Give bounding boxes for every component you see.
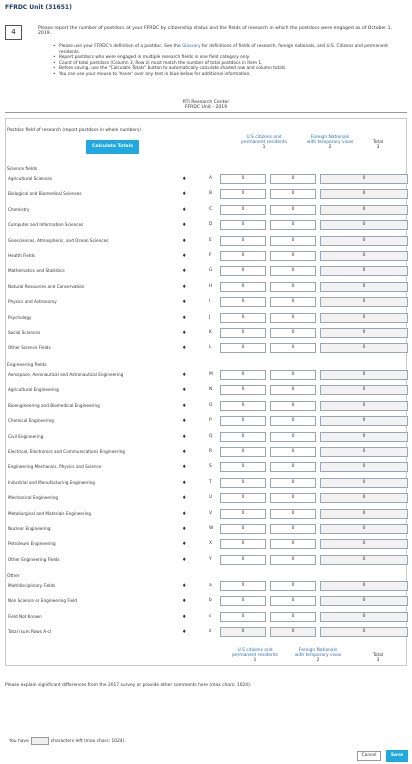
row-letter: K [209, 330, 212, 335]
row-label[interactable]: Electrical, Electronics and Communications Engineering [8, 449, 125, 454]
table-row [6, 189, 408, 201]
instruction-item: • You can use your mouse to 'hover' over any text in blue below for additional information. [53, 72, 403, 78]
total-cell: 0 [320, 524, 408, 534]
unit-title: FFRDC Unit (31651) [5, 4, 72, 11]
info-icon[interactable]: ♦ [182, 191, 187, 198]
table-row [6, 509, 408, 521]
info-icon[interactable]: ♦ [182, 299, 187, 306]
foreign-nationals-input[interactable]: 0 [270, 493, 316, 503]
row-label[interactable]: Geosciences, Atmospheric, and Ocean Sciences [8, 237, 109, 243]
info-icon[interactable]: ♦ [182, 402, 187, 409]
total-cell: 0 [320, 539, 408, 549]
table-row [6, 266, 408, 278]
table-row [6, 432, 408, 444]
row-letter: L [209, 345, 212, 351]
table-row [6, 627, 408, 639]
foreign-nationals-input[interactable]: 0 [270, 462, 316, 472]
row-letter: O [209, 402, 213, 408]
foreign-nationals-input[interactable]: 0 [270, 343, 316, 353]
comments-label: Please explain significant differences from the 2017 survey or provide other comments here (max chars: 1024). [5, 683, 252, 688]
table-row [6, 555, 408, 567]
table-row [6, 205, 408, 217]
us-citizens-input[interactable]: 0 [220, 370, 266, 380]
footer-header-foreign-nationals[interactable]: Foreign Nationals with temporary visas 2 [294, 648, 342, 664]
total-cell: 0 [320, 343, 408, 353]
postdoc-table [5, 118, 407, 666]
table-row [6, 524, 408, 536]
info-icon[interactable]: ♦ [182, 372, 187, 378]
foreign-nationals-input[interactable]: 0 [270, 251, 316, 261]
total-cell: 0 [320, 370, 408, 380]
info-icon[interactable]: ♦ [182, 314, 187, 321]
info-icon[interactable]: ♦ [182, 598, 187, 605]
info-icon[interactable]: ♦ [182, 495, 187, 502]
row-letter: F [209, 253, 212, 258]
info-icon[interactable]: ♦ [182, 345, 187, 352]
info-icon[interactable]: ♦ [182, 629, 187, 636]
instruction-item: • Before saving, use the "Calculate Totals" button to automatically calculate shaded row and column totals. [53, 66, 403, 72]
total-cell: 0 [320, 612, 408, 622]
us-citizens-input[interactable]: 0 [220, 282, 266, 292]
row-label[interactable]: Computer and Information Sciences [8, 222, 84, 228]
info-icon[interactable]: ♦ [182, 176, 187, 182]
row-label[interactable]: Industrial and Manufacturing Engineering [8, 479, 95, 485]
info-icon[interactable]: ♦ [182, 268, 187, 275]
cancel-button[interactable]: Cancel [357, 751, 381, 761]
table-row [6, 328, 408, 340]
table-row [6, 313, 408, 325]
total-cell: 0 [320, 493, 408, 503]
row-label[interactable]: Bioengineering and Biomedical Engineering [8, 402, 100, 408]
total-cell: 0 [320, 385, 408, 395]
us-citizens-input[interactable]: 0 [220, 493, 266, 503]
table-row [6, 596, 408, 608]
foreign-nationals-input[interactable]: 0 [270, 401, 316, 411]
row-label[interactable]: Chemistry [8, 206, 30, 212]
question-number: 4 [5, 25, 22, 40]
instruction-item: • Please use your FFRDC's definition of a postdoc. See the Glossary for definitions of fields of research, foreign nationals, and U.S. Citizens and permanent residents. [53, 44, 403, 55]
foreign-nationals-input[interactable]: 0 [270, 581, 316, 591]
row-label[interactable]: Biological and Biomedical Sciences [8, 191, 82, 197]
row-letter: a [209, 583, 212, 588]
us-citizens-input[interactable]: 0 [220, 432, 266, 442]
total-cell: 0 [320, 509, 408, 519]
row-label[interactable]: Multidisciplinary Fields [8, 583, 56, 588]
us-citizens-input[interactable]: 0 [220, 251, 266, 261]
us-citizens-input[interactable]: 0 [220, 189, 266, 199]
table-row [6, 236, 408, 248]
foreign-nationals-input[interactable]: 0 [270, 385, 316, 395]
table-row [6, 478, 408, 490]
total-cell: 0 [320, 401, 408, 411]
us-citizens-input[interactable]: 0 [220, 343, 266, 353]
row-letter: E [209, 237, 212, 243]
us-citizens-input[interactable]: 0 [220, 328, 266, 338]
table-row [6, 297, 408, 309]
us-citizens-input[interactable]: 0 [220, 555, 266, 565]
row-label[interactable]: Mechanical Engineering [8, 495, 59, 501]
us-citizens-input[interactable]: 0 [220, 401, 266, 411]
table-row [6, 251, 408, 263]
foreign-nationals-input: 0 [270, 627, 316, 637]
us-citizens-input[interactable]: 0 [220, 220, 266, 230]
total-cell: 0 [320, 251, 408, 261]
foreign-nationals-input[interactable]: 0 [270, 612, 316, 622]
org-header [0, 100, 412, 110]
row-letter: U [209, 495, 213, 501]
table-row [6, 612, 408, 624]
us-citizens-input[interactable]: 0 [220, 539, 266, 549]
us-citizens-input[interactable]: 0 [220, 313, 266, 323]
foreign-nationals-input[interactable]: 0 [270, 555, 316, 565]
table-row [6, 581, 408, 593]
total-cell: 0 [320, 189, 408, 199]
row-letter: I [209, 299, 211, 305]
us-citizens-input[interactable]: 0 [220, 205, 266, 215]
total-cell: 0 [320, 282, 408, 292]
row-letter: V [209, 510, 213, 516]
row-letter: A [209, 176, 213, 181]
foreign-nationals-input[interactable]: 0 [270, 539, 316, 549]
total-cell: 0 [320, 266, 408, 276]
us-citizens-input[interactable]: 0 [220, 236, 266, 246]
us-citizens-input[interactable]: 0 [220, 478, 266, 488]
info-icon[interactable]: ♦ [182, 206, 187, 213]
org-name: RTI Research Center [182, 100, 230, 105]
info-icon[interactable]: ♦ [182, 222, 187, 229]
total-cell: 0 [320, 236, 408, 246]
row-label[interactable]: Other Engineering Fields [8, 556, 60, 562]
foreign-nationals-input[interactable]: 0 [270, 416, 316, 426]
row-label[interactable]: Physics and Astronomy [8, 299, 57, 305]
us-citizens-input[interactable]: 0 [220, 297, 266, 307]
chars-left-count [31, 737, 49, 745]
row-label[interactable]: Mathematics and Statistics [8, 268, 65, 274]
row-label[interactable]: Engineering Mechanics, Physics and Science [8, 464, 102, 470]
section-heading: Science fields [7, 167, 38, 172]
info-icon[interactable]: ♦ [182, 583, 187, 589]
foreign-nationals-input[interactable]: 0 [270, 297, 316, 307]
foreign-nationals-input[interactable]: 0 [270, 432, 316, 442]
column-header-foreign-nationals[interactable]: Foreign Nationals with temporary visas 2 [306, 135, 354, 151]
row-letter: Y [209, 556, 212, 562]
foreign-nationals-input[interactable]: 0 [270, 478, 316, 488]
foreign-nationals-input[interactable]: 0 [270, 509, 316, 519]
row-label[interactable]: Nuclear Engineering [8, 526, 51, 531]
foreign-nationals-input[interactable]: 0 [270, 189, 316, 199]
footer-header-total: Total 3 [372, 653, 384, 664]
table-row [6, 401, 408, 413]
row-letter: R [209, 449, 213, 454]
info-icon[interactable]: ♦ [182, 387, 187, 394]
column-header-total: Total 3 [372, 140, 384, 151]
foreign-nationals-input[interactable]: 0 [270, 370, 316, 380]
info-icon[interactable]: ♦ [182, 433, 187, 440]
save-button[interactable]: Save [386, 750, 408, 762]
total-cell: 0 [320, 297, 408, 307]
row-label[interactable]: Non Science or Engineering Field [8, 598, 77, 604]
us-citizens-input: 0 [220, 627, 266, 637]
foreign-nationals-input[interactable]: 0 [270, 524, 316, 534]
us-citizens-input[interactable]: 0 [220, 174, 266, 184]
us-citizens-input[interactable]: 0 [220, 416, 266, 426]
row-label[interactable]: Other Science Fields [8, 345, 51, 351]
total-cell: 0 [320, 596, 408, 606]
us-citizens-input[interactable]: 0 [220, 612, 266, 622]
info-icon[interactable]: ♦ [182, 418, 187, 425]
total-cell: 0 [320, 174, 408, 184]
footer-header-us-citizens[interactable]: U.S citizens and permanent residents 1 [232, 648, 278, 664]
row-letter: z [209, 629, 212, 635]
foreign-nationals-input[interactable]: 0 [270, 328, 316, 338]
info-icon[interactable]: ♦ [182, 613, 187, 620]
info-icon[interactable]: ♦ [182, 556, 187, 563]
table-row [6, 539, 408, 551]
foreign-nationals-input[interactable]: 0 [270, 313, 316, 323]
total-cell: 0 [320, 581, 408, 591]
column-header-us-citizens[interactable]: U.S citizens and permanent residents 1 [241, 135, 287, 151]
question-intro: Please report the number of postdocs at your FFRDC by citizenship status and the fields of research in which the postdocs were engaged as of October 1, 2019. [38, 26, 392, 37]
row-label[interactable]: Social Sciences [8, 330, 41, 335]
row-label[interactable]: Field Not Known [8, 613, 42, 619]
info-icon[interactable]: ♦ [182, 237, 187, 244]
table-row [6, 447, 408, 459]
info-icon[interactable]: ♦ [182, 253, 187, 259]
row-letter: b [209, 598, 212, 604]
us-citizens-input[interactable]: 0 [220, 509, 266, 519]
row-letter: B [209, 191, 213, 197]
total-cell: 0 [320, 555, 408, 565]
row-label[interactable]: Chemical Engineering [8, 418, 54, 424]
row-label[interactable]: Agricultural Sciences [8, 176, 53, 181]
foreign-nationals-input[interactable]: 0 [270, 447, 316, 457]
section-heading: Other [7, 574, 20, 579]
row-letter: Q [209, 433, 213, 439]
row-letter: W [209, 526, 214, 531]
foreign-nationals-input[interactable]: 0 [270, 220, 316, 230]
instruction-item: • Count of total postdocs (Column 3, Row z) must match the number of total postdocs in Item 1. [53, 61, 403, 67]
us-citizens-input[interactable]: 0 [220, 524, 266, 534]
foreign-nationals-input[interactable]: 0 [270, 596, 316, 606]
row-label[interactable]: Metallurgical and Materials Engineering [8, 510, 92, 516]
row-letter: c [209, 613, 212, 619]
foreign-nationals-input[interactable]: 0 [270, 205, 316, 215]
table-row [6, 220, 408, 232]
section-heading: Engineering fields [7, 363, 47, 368]
row-letter: T [209, 479, 212, 485]
row-letter: G [209, 268, 213, 274]
total-cell: 0 [320, 462, 408, 472]
table-row [6, 416, 408, 428]
row-label[interactable]: Aerospace, Aeronautical and Astronautical Engineering [8, 372, 124, 377]
total-cell: 0 [320, 220, 408, 230]
table-row [6, 282, 408, 294]
row-letter: D [209, 222, 213, 228]
glossary-link[interactable]: Glossary [181, 44, 201, 49]
info-icon[interactable]: ♦ [182, 449, 187, 455]
us-citizens-input[interactable]: 0 [220, 596, 266, 606]
info-icon[interactable]: ♦ [182, 330, 187, 336]
us-citizens-input[interactable]: 0 [220, 447, 266, 457]
instructions-list [53, 44, 403, 78]
info-icon[interactable]: ♦ [182, 541, 187, 548]
org-unit: FFRDC Unit - 2019 [184, 105, 228, 111]
foreign-nationals-input[interactable]: 0 [270, 282, 316, 292]
foreign-nationals-input[interactable]: 0 [270, 236, 316, 246]
row-letter: P [209, 418, 212, 424]
row-label[interactable]: Natural Resources and Conservation [8, 283, 85, 289]
row-label[interactable]: Petroleum Engineering [8, 541, 56, 547]
field-column-header: Postdoc field of research (report postdocs in whole numbers) [7, 128, 141, 133]
info-icon[interactable]: ♦ [182, 479, 187, 486]
row-letter: H [209, 283, 213, 289]
table-row [6, 462, 408, 474]
row-label[interactable]: Psychology [8, 314, 32, 320]
chars-left-indicator: You have characters left (max chars: 1024). [9, 738, 126, 744]
foreign-nationals-input[interactable]: 0 [270, 266, 316, 276]
divider [5, 112, 407, 113]
row-letter: S [209, 464, 212, 470]
total-cell: 0 [320, 205, 408, 215]
row-letter: J [209, 314, 211, 320]
table-row [6, 370, 408, 382]
total-cell: 0 [320, 328, 408, 338]
row-letter: M [209, 372, 213, 377]
total-cell: 0 [320, 313, 408, 323]
info-icon[interactable]: ♦ [182, 526, 187, 532]
row-letter: X [209, 541, 213, 547]
table-row [6, 493, 408, 505]
row-letter: N [209, 387, 213, 393]
us-citizens-input[interactable]: 0 [220, 462, 266, 472]
row-label[interactable]: Health Fields [8, 253, 35, 258]
total-cell: 0 [320, 627, 408, 637]
row-label[interactable]: Civil Engineering [8, 433, 44, 439]
info-icon[interactable]: ♦ [182, 464, 187, 471]
info-icon[interactable]: ♦ [182, 510, 187, 517]
calculate-totals-button[interactable]: Calculate Totals [86, 140, 139, 154]
table-row [6, 385, 408, 397]
total-cell: 0 [320, 416, 408, 426]
row-label[interactable]: Total (sum Rows A-c) [8, 629, 52, 635]
row-label[interactable]: Agricultural Engineering [8, 387, 59, 393]
foreign-nationals-input[interactable]: 0 [270, 174, 316, 184]
instruction-item: • Report postdocs who were engaged in multiple research fields in one field category only. [53, 55, 403, 61]
table-row [6, 174, 408, 186]
us-citizens-input[interactable]: 0 [220, 385, 266, 395]
total-cell: 0 [320, 432, 408, 442]
us-citizens-input[interactable]: 0 [220, 581, 266, 591]
table-row [6, 343, 408, 355]
row-letter: C [209, 206, 213, 212]
us-citizens-input[interactable]: 0 [220, 266, 266, 276]
info-icon[interactable]: ♦ [182, 283, 187, 290]
total-cell: 0 [320, 478, 408, 488]
total-cell: 0 [320, 447, 408, 457]
